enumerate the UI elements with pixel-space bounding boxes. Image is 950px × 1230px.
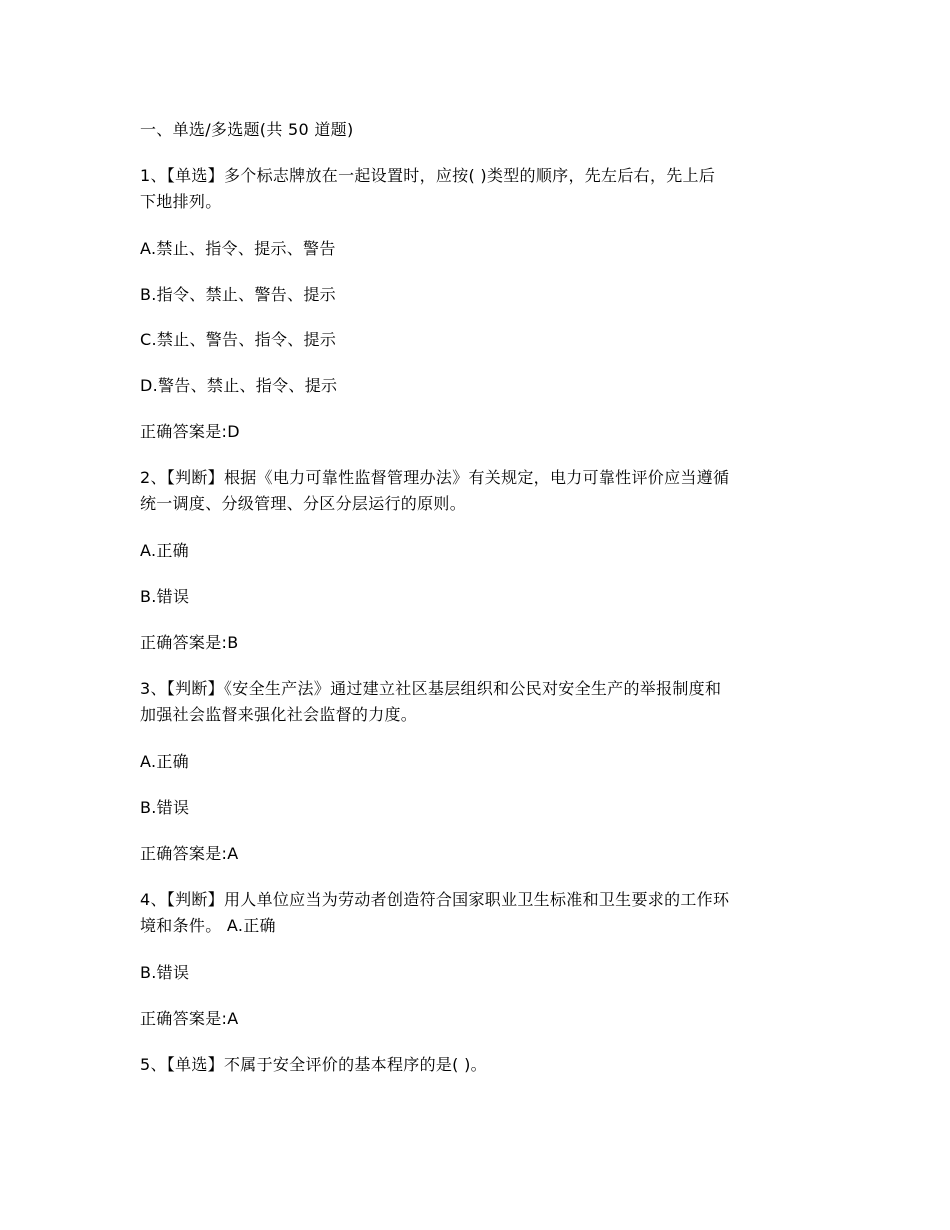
question-4-option-b: B.错误 bbox=[140, 963, 190, 982]
question-4-answer: 正确答案是:A bbox=[140, 1009, 239, 1028]
question-2-answer: 正确答案是:B bbox=[140, 633, 239, 652]
question-1-stem-line-2: 下地排列。 bbox=[140, 192, 222, 211]
question-1-answer: 正确答案是:D bbox=[140, 422, 240, 441]
question-3-option-b: B.错误 bbox=[140, 798, 190, 817]
question-4-stem-line-2: 境和条件。 A.正确 bbox=[140, 916, 276, 935]
question-1-stem-line-1: 1、【单选】多个标志牌放在一起设置时，应按( )类型的顺序，先左后右，先上后 bbox=[140, 166, 716, 185]
question-2-stem-line-2: 统一调度、分级管理、分区分层运行的原则。 bbox=[140, 494, 467, 513]
question-1-option-b: B.指令、禁止、警告、提示 bbox=[140, 285, 336, 304]
question-1-option-d: D.警告、禁止、指令、提示 bbox=[140, 376, 338, 395]
question-4-stem-line-1: 4、【判断】用人单位应当为劳动者创造符合国家职业卫生标准和卫生要求的工作环 bbox=[140, 890, 730, 909]
question-3-option-a: A.正确 bbox=[140, 752, 189, 771]
question-5-stem-line-1: 5、【单选】不属于安全评价的基本程序的是( )。 bbox=[140, 1055, 487, 1074]
question-3-answer: 正确答案是:A bbox=[140, 844, 239, 863]
question-3-stem-line-2: 加强社会监督来强化社会监督的力度。 bbox=[140, 705, 418, 724]
question-1-option-c: C.禁止、警告、指令、提示 bbox=[140, 330, 337, 349]
question-2-option-a: A.正确 bbox=[140, 541, 189, 560]
question-2-option-b: B.错误 bbox=[140, 587, 190, 606]
question-3-stem-line-1: 3、【判断】《安全生产法》通过建立社区基层组织和公民对安全生产的举报制度和 bbox=[140, 679, 722, 698]
section-heading: 一、单选/多选题(共 50 道题) bbox=[140, 120, 354, 139]
question-2-stem-line-1: 2、【判断】根据《电力可靠性监督管理办法》有关规定，电力可靠性评价应当遵循 bbox=[140, 468, 730, 487]
question-1-option-a: A.禁止、指令、提示、警告 bbox=[140, 239, 336, 258]
